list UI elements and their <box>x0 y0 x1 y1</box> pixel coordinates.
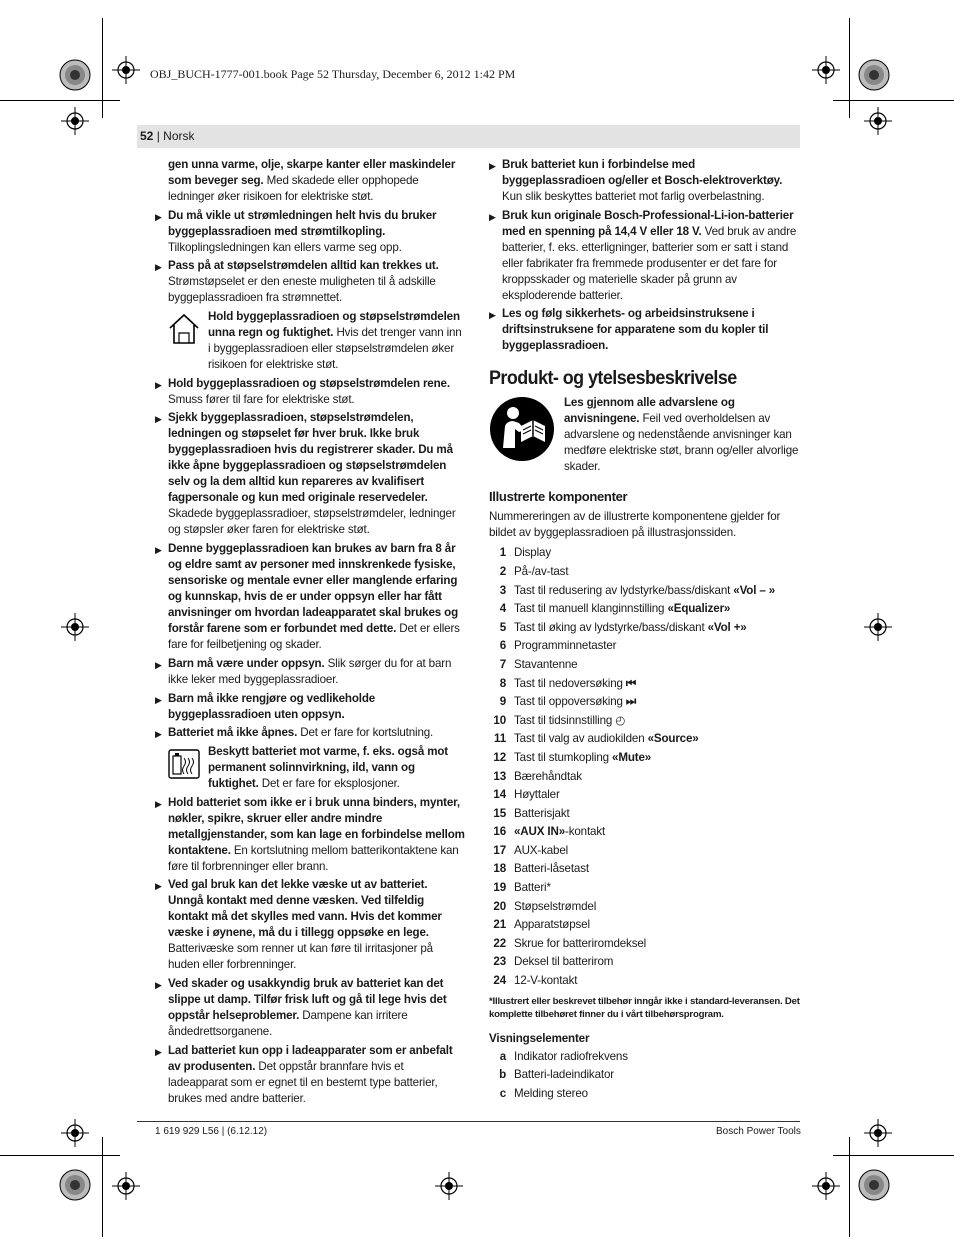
warning-bold: Barn må være under oppsyn. <box>168 656 325 670</box>
item-text: Batterisjakt <box>514 806 570 820</box>
warning-text: Strømstøpselet er den eneste muligheten til å adskille byggeplassradioen fra strømnettet. <box>168 275 436 305</box>
warning-bold: Hold byggeplassradioen og støpselstrømdelen unna regn og fuktighet. <box>208 310 460 340</box>
item-number: 9 <box>499 695 506 709</box>
warning-text: En kortslutning mellom batterikontaktene kan føre til forbrenninger eller brann. <box>168 843 459 873</box>
bullet-arrow-icon: ▶ <box>155 979 162 990</box>
warning-bold: Ved gal bruk kan det lekke væske ut av batteriet. Unngå kontakt med denne væsken. Ved tilfeldig kontakt må det skylles med vann. Hvis det kommer væske i øynene, må du i tillegg oppsøke en lege. <box>168 878 442 940</box>
bullet-arrow-icon: ▶ <box>155 379 162 390</box>
item-key-label: «Vol +» <box>707 620 747 634</box>
bullet-arrow-icon: ▶ <box>155 694 162 705</box>
bullet-arrow-icon: ▶ <box>155 545 162 556</box>
item-number: 3 <box>499 583 506 597</box>
header-section: Norsk <box>163 129 195 143</box>
item-number: 24 <box>493 974 506 988</box>
read-warning-bold: Les gjennom alle advarslene og anvisningene. <box>564 396 735 426</box>
bullet-arrow-icon: ▶ <box>489 211 496 222</box>
item-number: 20 <box>493 899 506 913</box>
bullet-arrow-icon: ▶ <box>155 881 162 892</box>
item-number: 5 <box>499 620 506 634</box>
item-text: Høyttaler <box>514 788 560 802</box>
item-key-label: «Vol – » <box>733 583 776 597</box>
item-number: 17 <box>493 843 506 857</box>
item-text: Deksel til batterirom <box>514 955 614 969</box>
section-title: Produkt- og ytelsesbeskrivelse <box>489 367 737 390</box>
item-text: Tast til manuell klanginnstilling <box>514 602 668 616</box>
warning-text: Med skadede eller opphopede ledninger øker risikoen for elektriske støt. <box>168 174 419 203</box>
warning-text: Tilkoplingsledningen kan ellers varme seg opp. <box>168 240 402 254</box>
bullet-arrow-icon: ▶ <box>155 1046 162 1057</box>
item-number: 23 <box>493 955 506 969</box>
item-number: 12 <box>493 750 506 764</box>
item-text: Batteri-ladeindikator <box>514 1068 614 1082</box>
item-key-label: «AUX IN» <box>514 825 565 839</box>
item-text: Tast til oppoversøking <box>514 695 626 709</box>
item-text: Tast til tidsinnstilling ◴ <box>514 713 626 727</box>
item-number: 11 <box>494 732 506 746</box>
item-number: 15 <box>493 806 506 820</box>
item-text: Melding stereo <box>514 1086 588 1100</box>
item-number: 1 <box>499 546 506 560</box>
item-text: -kontakt <box>565 825 606 839</box>
warning-bold: Bruk kun originale Bosch-Professional-Li-ion-batterier med en spenning på 14,4 V eller 18 V. <box>502 208 794 238</box>
item-number: 7 <box>499 657 506 671</box>
bullet-arrow-icon: ▶ <box>155 798 162 809</box>
item-text: Tast til stumkopling <box>514 750 613 764</box>
bullet-arrow-icon: ▶ <box>155 659 162 670</box>
warning-text: Det er fare for kortslutning. <box>297 726 434 740</box>
warning-bold: Batteriet må ikke åpnes. <box>168 726 298 740</box>
header-separator: | <box>153 129 164 143</box>
item-key-label: ⏮ <box>625 676 637 690</box>
item-text: Tast til redusering av lydstyrke/bass/diskant <box>514 583 734 597</box>
item-text: Tast til nedoversøking <box>514 676 626 690</box>
warning-bold: Les og følg sikkerhets- og arbeidsinstruksene i driftsinstruksene for apparatene som du kopler til byggeplassradioen. <box>502 307 769 353</box>
item-key-label: ⏭ <box>625 695 637 709</box>
file-slug: OBJ_BUCH-1777-001.book Page 52 Thursday, December 6, 2012 1:42 PM <box>150 67 516 81</box>
warning-bold: gen unna varme, olje, skarpe kanter eller maskindeler som beveger seg. <box>168 158 456 187</box>
warning-bold: Barn må ikke rengjøre og vedlikeholde byggeplassradioen uten oppsyn. <box>168 691 376 721</box>
item-text: Skrue for batteriromdeksel <box>514 936 647 950</box>
item-number: 4 <box>499 602 506 616</box>
bullet-arrow-icon: ▶ <box>155 262 162 273</box>
display-elements-title: Visningselementer <box>489 1031 590 1045</box>
bullet-arrow-icon: ▶ <box>155 211 162 222</box>
item-text: Støpselstrømdel <box>514 899 597 913</box>
warning-text: Ved bruk av andre batterier, f. eks. etterligninger, batterier som er satt i stand eller fabrikater fra fremmede produsenter er det fare for kroppsskader og materielle skader på grunn av eksploderende batterier. <box>502 224 797 302</box>
warning-bold: Du må vikle ut strømledningen helt hvis du bruker byggeplassradioen med strømtilkopling. <box>168 208 437 238</box>
bullet-arrow-icon: ▶ <box>155 414 162 425</box>
warning-bold: Ved skader og usakkyndig bruk av batteriet kan det slippe ut damp. Tilfør frisk luft og gå til lege hvis det oppstår helseproblemer. <box>168 976 447 1022</box>
item-number: 2 <box>499 564 506 578</box>
bullet-arrow-icon: ▶ <box>489 161 496 171</box>
item-number: 8 <box>499 676 506 690</box>
item-number: 22 <box>493 936 506 950</box>
warning-bold: Hold batteriet som ikke er i bruk unna binders, mynter, nøkler, spikre, skruer eller andre mindre metallgjenstander, som kan lage en forbindelse mellom kontaktene. <box>168 795 465 857</box>
item-number: 18 <box>493 862 506 876</box>
item-number: 16 <box>493 825 506 839</box>
warning-text: Smuss fører til fare for elektriske støt. <box>168 392 355 406</box>
components-title: Illustrerte komponenter <box>489 489 628 505</box>
item-number: c <box>499 1086 506 1100</box>
warning-bold: Hold byggeplassradioen og støpselstrømdelen rene. <box>168 376 450 390</box>
item-number: 13 <box>493 769 506 783</box>
read-warning-text: Feil ved overholdelsen av advarslene og nedenstående anvisninger kan medføre elektriske støt, brann og/eller alvorlige skader. <box>564 412 799 474</box>
item-number: 10 <box>493 713 506 727</box>
item-number: 21 <box>493 918 506 932</box>
warning-text: Kun slik beskyttes batteriet mot farlig overbelastning. <box>502 190 765 203</box>
warning-bold: Denne byggeplassradioen kan brukes av barn fra 8 år og eldre samt av personer med innskrenkede fysiske, sensoriske og mentale evner eller manglende erfaring og kunnskap, hvis de er under oppsyn eller har fått anvisninger om hvordan ladeapparatet skal brukes og forstår farene som er forbundet med dette. <box>168 542 459 636</box>
components-intro: Nummereringen av de illustrerte komponentene gjelder for bildet av byggeplassradioen på illustrasjonssiden. <box>489 510 781 540</box>
page-number: 52 <box>140 129 154 143</box>
item-text: 12-V-kontakt <box>514 974 578 988</box>
warning-text: Dampene kan irritere åndedrettsorganene. <box>168 1008 408 1038</box>
warning-text: Slik sørger du for at barn ikke leker med byggeplassradioer. <box>168 656 452 686</box>
item-text: Display <box>514 546 551 560</box>
warning-bold: Pass på at støpselstrømdelen alltid kan trekkes ut. <box>168 259 439 273</box>
warning-text: Det er fare for eksplosjoner. <box>258 776 400 790</box>
item-key-label: «Equalizer» <box>667 602 731 616</box>
item-text: Tast til valg av audiokilden <box>514 732 648 746</box>
warning-bold: Beskytt batteriet mot varme, f. eks. også mot permanent solinnvirkning, ild, vann og fuktighet. <box>208 744 449 790</box>
item-text: Programminnetaster <box>514 639 617 653</box>
item-key-label: «Mute» <box>612 750 652 764</box>
item-text: Bærehåndtak <box>514 769 582 783</box>
item-number: 14 <box>493 788 506 802</box>
bullet-arrow-icon: ▶ <box>489 310 496 321</box>
warning-text: Hvis det trenger vann inn i byggeplassradioen eller støpselstrømdelen øker risikoen for elektriske støt. <box>208 326 462 372</box>
item-text: Tast til øking av lydstyrke/bass/diskant <box>514 620 708 634</box>
warning-text: Batterivæske som renner ut kan føre til irritasjoner på huden eller forbrenninger. <box>168 942 433 972</box>
item-text: Stavantenne <box>514 657 578 671</box>
components-footnote: *Illustrert eller beskrevet tilbehør inngår ikke i standard-leveransen. Det komplette tilbehøret finner du i vårt tilbehørsprogram. <box>489 995 800 1021</box>
item-text: Indikator radiofrekvens <box>514 1049 628 1063</box>
warning-bold: Lad batteriet kun opp i ladeapparater som er anbefalt av produsenten. <box>168 1043 453 1073</box>
warning-text: Det er ellers fare for feilbetjening og skader. <box>168 622 460 652</box>
item-text: Apparatstøpsel <box>514 918 590 932</box>
item-text: Batteri* <box>514 881 551 895</box>
warning-text: Det oppstår brannfare hvis et ladeapparat som er egnet til en bestemt type batterier, brukes med andre batterier. <box>168 1059 438 1105</box>
warning-bold: Bruk batteriet kun i forbindelse med byggeplassradioen og/eller et Bosch-elektroverktøy. <box>502 158 783 187</box>
item-text: På-/av-tast <box>514 564 569 578</box>
footer-doc-number: 1 619 929 L56 | (6.12.12) <box>155 1126 268 1137</box>
warning-text: Skadede byggeplassradioer, støpselstrømdeler, ledninger og støpsler øker faren for elektriske støt. <box>168 507 456 537</box>
bullet-arrow-icon: ▶ <box>155 729 162 740</box>
warning-bold: Sjekk byggeplassradioen, støpselstrømdelen, ledningen og støpselet før hver bruk. Ikke bruk byggeplassradioen hvis du registrerer skader. Du må ikke åpne byggeplassradioen og støpselstrømdelen selv og la dem alltid kun repareres av kvalifisert fagpersonale og kun med originale reservedeler. <box>168 411 453 505</box>
item-number: b <box>499 1068 506 1082</box>
item-number: a <box>499 1049 506 1063</box>
footer-brand: Bosch Power Tools <box>716 1126 801 1137</box>
item-text: Batteri-låsetast <box>514 862 589 876</box>
item-text: AUX-kabel <box>514 843 569 857</box>
item-key-label: «Source» <box>647 732 699 746</box>
item-number: 19 <box>493 881 506 895</box>
item-number: 6 <box>499 639 506 653</box>
